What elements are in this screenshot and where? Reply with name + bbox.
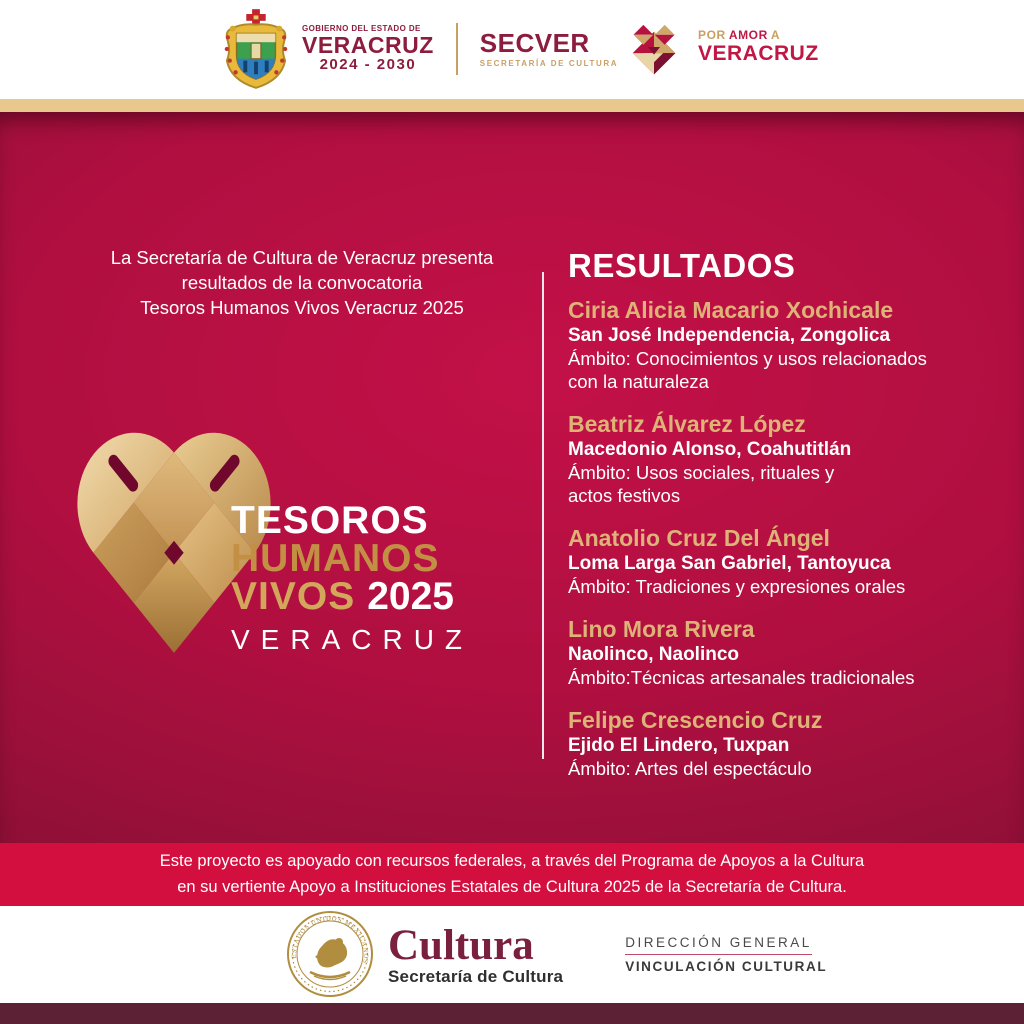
secver-subtitle: SECRETARÍA DE CULTURA: [479, 58, 619, 68]
entry-ambito-line2: con la naturaleza: [568, 371, 709, 392]
por-amor-a-veracruz-logo: [622, 16, 819, 78]
logo-year: 2025: [367, 575, 454, 618]
main-body: [0, 112, 1024, 843]
entry-ambito-line1: Ámbito: Conocimientos y usos relacionados: [568, 348, 927, 369]
gobierno-wordmark: [302, 25, 434, 73]
mexico-eagle-seal-icon: [286, 910, 374, 998]
entry-name: Anatolio Cruz Del Ángel: [568, 525, 830, 551]
entry-location: Ejido El Lindero, Tuxpan: [568, 735, 790, 756]
cultura-subtitle: Secretaría de Cultura: [388, 966, 564, 986]
header: [0, 0, 1024, 99]
logo-word-vivos: VIVOS: [231, 575, 356, 618]
entry-location: Macedonio Alonso, Coahutitlán: [568, 439, 852, 460]
mosaic-heart-icon: [622, 16, 686, 78]
entry-name: Lino Mora Rivera: [568, 616, 755, 642]
por-amor-wordmark: [698, 29, 819, 65]
intro-line3: Tesoros Humanos Vivos Veracruz 2025: [140, 296, 464, 318]
secver-name: SECVER: [479, 28, 590, 59]
direccion-general-block: [625, 935, 827, 974]
entry-ambito-line1: Ámbito:Técnicas artesanales tradicionales: [568, 667, 915, 688]
cultura-wordmark: [388, 921, 564, 986]
result-entry: [568, 524, 968, 598]
intro-line1: La Secretaría de Cultura de Veracruz presenta: [110, 247, 494, 268]
result-entry: [568, 706, 968, 780]
gobierno-secver-logo: [222, 8, 618, 90]
direccion-general-line2: VINCULACIÓN CULTURAL: [625, 958, 828, 974]
gold-band: [0, 99, 1024, 112]
result-entry: [568, 410, 968, 507]
federal-funding-note: [0, 843, 1024, 906]
footer-logos: [286, 910, 827, 998]
entry-location: Loma Larga San Gabriel, Tantoyuca: [568, 553, 891, 574]
footer: [0, 906, 1024, 1003]
entry-location: San José Independencia, Zongolica: [568, 325, 891, 346]
logo-word-vivos-row: [231, 575, 511, 618]
intro-text: [72, 246, 532, 321]
entry-ambito-line1: Ámbito: Tradiciones y expresiones orales: [568, 576, 906, 597]
gobierno-line1: GOBIERNO DEL ESTADO DE: [302, 23, 421, 33]
cultura-word: Cultura: [388, 921, 534, 969]
federal-note-line1: Este proyecto es apoyado con recursos federales, a través del Programa de Apoyos a la Cultura: [159, 851, 865, 870]
results-title: RESULTADOS: [568, 247, 796, 284]
direccion-general-line1: DIRECCIÓN GENERAL: [625, 935, 812, 955]
secver-wordmark: [480, 29, 618, 68]
intro-line2: resultados de la convocatoria: [181, 271, 423, 293]
result-entry: [568, 296, 968, 393]
veracruz-coat-of-arms-icon: [222, 8, 290, 90]
entry-ambito-line1: Ámbito: Artes del espectáculo: [568, 758, 812, 779]
por-word: POR: [698, 27, 726, 42]
entry-ambito-line2: actos festivos: [568, 485, 681, 506]
header-divider: [456, 23, 458, 75]
results-section: [568, 246, 968, 797]
seal-text: ESTADOS UNIDOS MEXICANOS: [290, 915, 370, 965]
entry-name: Beatriz Álvarez López: [568, 411, 806, 437]
entry-name: Ciria Alicia Macario Xochicale: [568, 297, 894, 323]
bottom-strip: [0, 1003, 1024, 1024]
logo-word-veracruz: VERACRUZ: [231, 624, 474, 655]
logo-word-humanos: HUMANOS: [231, 537, 440, 580]
column-divider: [542, 272, 544, 759]
por-amor-line1: [698, 29, 819, 42]
gobierno-line2: VERACRUZ: [302, 32, 434, 59]
amor-word: AMOR: [728, 27, 768, 42]
por-amor-veracruz: VERACRUZ: [698, 42, 819, 66]
result-entry: [568, 615, 968, 689]
tesoros-humanos-vivos-wordmark: [231, 499, 511, 662]
entry-name: Felipe Crescencio Cruz: [568, 707, 823, 733]
logo-word-tesoros: TESOROS: [231, 499, 429, 542]
entry-ambito-line1: Ámbito: Usos sociales, rituales y: [568, 462, 835, 483]
federal-note-line2: en su vertiente Apoyo a Instituciones Estatales de Cultura 2025 de la Secretaría de Cultura.: [177, 877, 847, 896]
entry-location: Naolinco, Naolinco: [568, 644, 740, 665]
gobierno-line3: 2024 - 2030: [319, 56, 417, 74]
a-word: A: [770, 27, 781, 42]
